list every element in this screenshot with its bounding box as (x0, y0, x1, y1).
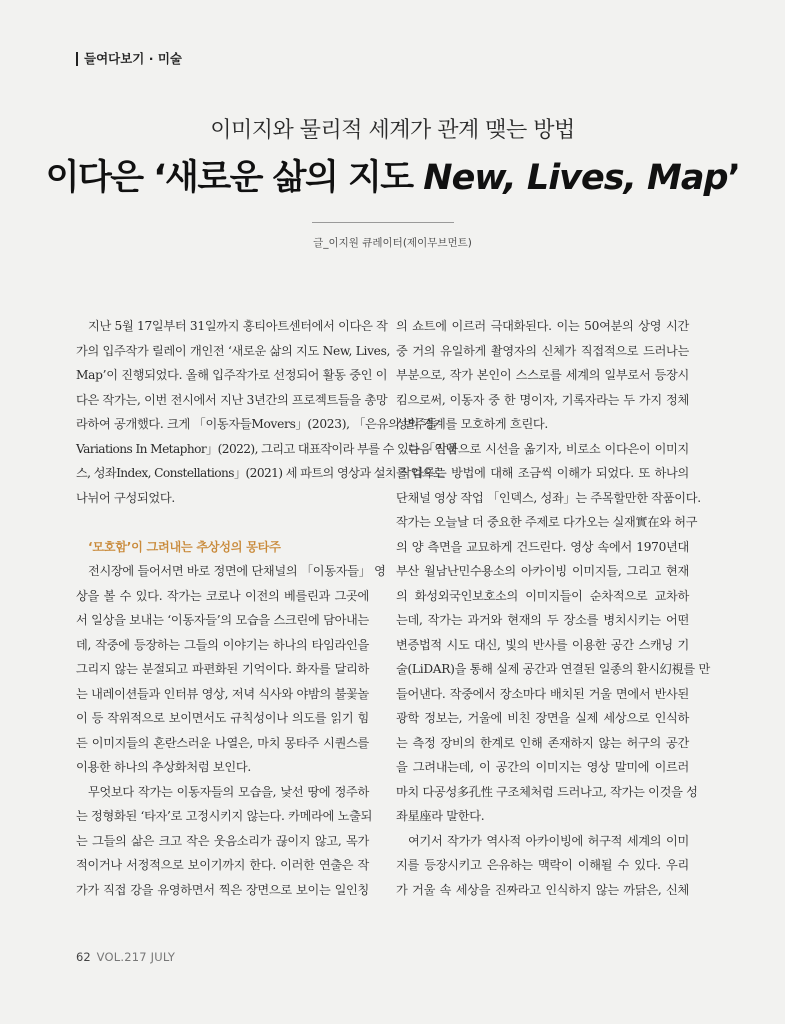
paragraph-mirror-world (396, 829, 689, 903)
text-line: 지를 등장시키고 은유하는 맥락이 이해될 수 있다. 우리 (396, 858, 689, 872)
text-line: 부산 월남난민수용소의 아카이빙 이미지들, 그리고 현재 (396, 564, 689, 578)
issue-volume: VOL.217 JULY (96, 950, 176, 964)
text-line: 변증법적 시도 대신, 빛의 반사를 이용한 공간 스캐닝 기 (396, 637, 689, 652)
text-line: Variations In Metaphor」(2022), 그리고 대표작이라 부를 수 있는 「인덱 (76, 441, 457, 456)
text-line: 이용한 하나의 추상화처럼 보인다. (76, 760, 251, 774)
page-number: 62 (76, 950, 91, 964)
text-line: 다은 작가는, 이번 전시에서 지난 3년간의 프로젝트들을 총망 (76, 392, 388, 407)
text-line: 는 그들의 삶은 크고 작은 웃음소리가 끊이지 않고, 목가 (76, 833, 369, 848)
paragraph-first-person-shot (396, 314, 689, 437)
text-line: 지난 5월 17일부터 31일까지 홍티아트센터에서 이다은 작 (88, 319, 388, 333)
title-closing-quote: ’ (727, 158, 740, 198)
text-line: 중 거의 유일하게 촬영자의 신체가 직접적으로 드러나는 (396, 343, 689, 358)
text-line: 는 측정 장비의 한계로 인해 존재하지 않는 허구의 공간 (396, 735, 689, 750)
right-column (396, 314, 710, 902)
text-line: 이 등 작위적으로 보이면서도 규칙성이나 의도를 읽기 힘 (76, 711, 369, 725)
text-line: 의 화성외국인보호소의 이미지들이 순차적으로 교차하 (396, 588, 689, 603)
title-korean: 이다은 ‘새로운 삶의 지도 (45, 158, 424, 198)
paragraph-gap (76, 510, 369, 535)
section-heading: ‘모호함’이 그려내는 추상성의 몽타주 (88, 539, 281, 554)
text-line: 는 정형화된 ‘타자’로 고정시키지 않는다. 카메라에 노출되 (76, 809, 373, 823)
text-line: 의 양 측면을 교묘하게 건드린다. 영상 속에서 1970년대 (396, 539, 689, 554)
text-line: 는 내레이션들과 인터뷰 영상, 저녁 식사와 야밤의 불꽃놀 (76, 686, 369, 701)
text-line: 전시장에 들어서면 바로 정면에 단채널의 「이동자들」 영 (88, 564, 386, 578)
text-line: 의 쇼트에 이르러 극대화된다. 이는 50여분의 상영 시간 (396, 319, 689, 333)
text-line: 나뉘어 구성되었다. (76, 490, 175, 505)
text-line: 데, 작중에 등장하는 그들의 이야기는 하나의 타임라인을 (76, 637, 369, 652)
paragraph-index-constellations (396, 437, 710, 829)
text-line: 들어낸다. 작중에서 장소마다 배치된 거울 면에서 반사된 (396, 686, 689, 701)
text-line: 광학 정보는, 거울에 비친 장면을 실제 세상으로 인식하 (396, 711, 689, 725)
text-line: 가 거울 속 세상을 진짜라고 인식하지 않는 까닭은, 신체 (396, 882, 689, 897)
text-line: 무엇보다 작가는 이동자들의 모습을, 낯선 땅에 정주하 (88, 784, 369, 799)
text-line: 가의 입주작가 릴레이 개인전 ‘새로운 삶의 지도 New, Lives, (76, 343, 391, 358)
text-line: 상을 볼 수 있다. 작가는 코로나 이전의 베를린과 그곳에 (76, 588, 369, 603)
text-line: 여기서 작가가 역사적 아카이빙에 허구적 세계의 이미 (408, 833, 689, 848)
byline: 글_이지원 큐레이터(제이무브먼트) (313, 237, 472, 249)
article-subtitle: 이미지와 물리적 세계가 관계 맺는 방법 (210, 118, 575, 143)
text-line: 부분으로, 작가 본인이 스스로를 세계의 일부로서 등장시 (396, 368, 689, 382)
text-line: 적이거나 서정적으로 보이기까지 한다. 이러한 연출은 작 (76, 858, 369, 872)
text-line: Map’이 진행되었다. 올해 입주작가로 선정되어 활동 중인 이 (76, 368, 388, 382)
text-line: 는데, 작가는 과거와 현재의 두 장소를 병치시키는 어떤 (396, 613, 689, 627)
text-line: 좌星座라 말한다. (396, 809, 485, 823)
text-line: 술(LiDAR)을 통해 실제 공간과 연결된 일종의 환시幻視를 만 (396, 662, 710, 676)
text-line: 성의 경계를 모호하게 흐린다. (396, 417, 548, 431)
paragraph-others (76, 780, 373, 903)
text-line: 다음 작품으로 시선을 옮기자, 비로소 이다은이 이미지 (408, 441, 689, 456)
text-line: 가가 직접 강을 유영하면서 찍은 장면으로 보이는 일인칭 (76, 882, 369, 897)
text-line: 든 이미지들의 혼란스러운 나열은, 마치 몽타주 시퀀스를 (76, 735, 369, 750)
title-divider (312, 222, 454, 223)
text-line: 작가는 오늘날 더 중요한 주제로 다가오는 실재實在와 허구 (396, 515, 698, 529)
text-line: 라하여 공개했다. 크게 「이동자들Movers」(2023), 「은유의 변주들 (76, 417, 438, 431)
title-english: New, Lives, Map (423, 158, 728, 198)
paragraph-movers (76, 559, 386, 780)
section-tag: 들여다보기 · 미술 (76, 52, 182, 66)
text-line: 서 일상을 보내는 ‘이동자들’의 모습을 스크린에 담아내는 (76, 613, 369, 627)
text-line: 킴으로써, 이동자 중 한 명이자, 기록자라는 두 가지 정체 (396, 392, 689, 407)
text-line: 을 그려내는데, 이 공간의 이미지는 영상 말미에 이르러 (396, 760, 689, 774)
page-folio (76, 950, 175, 964)
text-line: 마치 다공성多孔性 구조체처럼 드러나고, 작가는 이것을 성 (396, 784, 698, 799)
text-line: 단채널 영상 작업 「인덱스, 성좌」는 주목할만한 작품이다. (396, 490, 701, 505)
text-line: 스, 성좌Index, Constellations」(2021) 세 파트의 영상과 설치 작업으로 (76, 466, 445, 480)
article-title (0, 150, 785, 200)
text-line: 를 다루는 방법에 대해 조금씩 이해가 되었다. 또 하나의 (396, 466, 689, 480)
text-line: 그리지 않는 분절되고 파편화된 기억이다. 화자를 달리하 (76, 662, 369, 676)
paragraph-intro (76, 314, 457, 510)
